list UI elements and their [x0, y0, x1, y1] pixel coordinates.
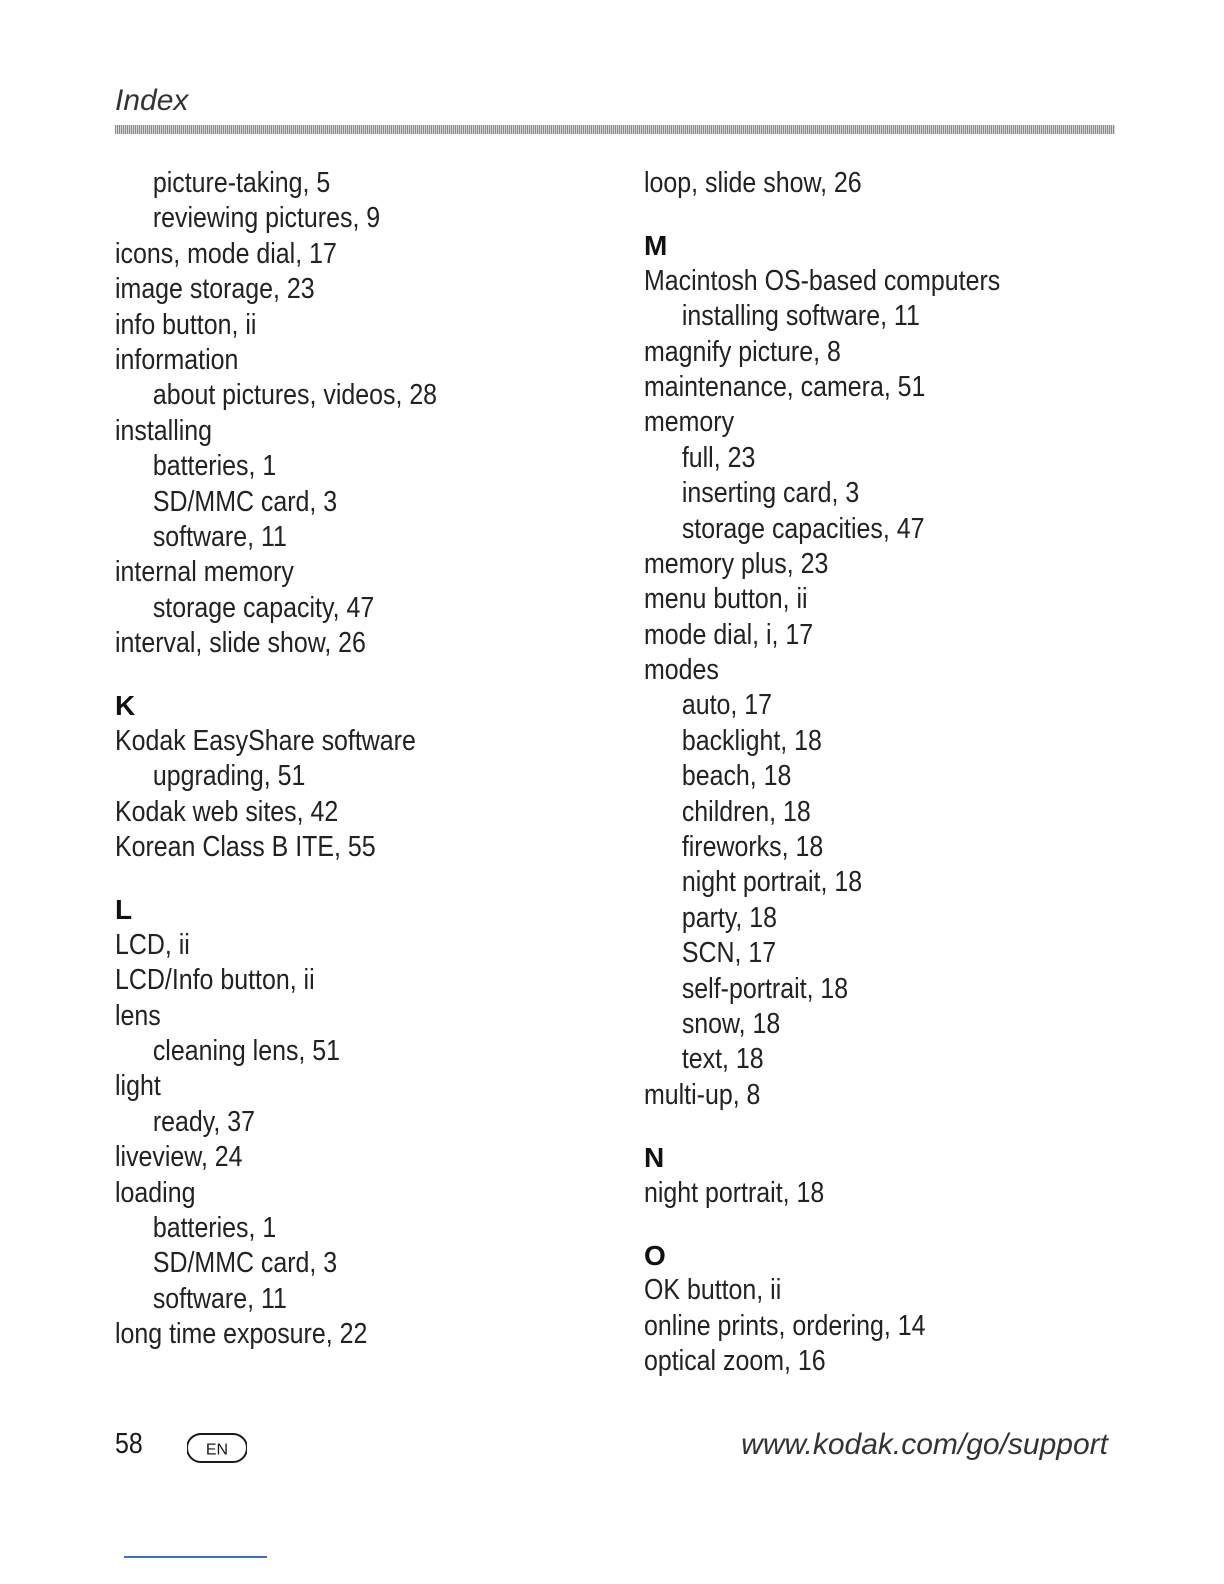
section-letter: O [644, 1239, 666, 1271]
section-gap [115, 661, 595, 688]
index-subentry: reviewing pictures, 9 [152, 202, 381, 235]
index-subentry: software, 11 [152, 520, 287, 553]
index-subentry: snow, 18 [681, 1007, 781, 1040]
index-entry: menu button, ii [644, 583, 808, 616]
section-gap [644, 201, 1124, 228]
index-subentry: SD/MMC card, 3 [152, 1247, 338, 1280]
index-entry: image storage, 23 [115, 273, 315, 306]
index-entry: loading [115, 1176, 196, 1209]
index-entry: OK button, ii [644, 1274, 782, 1307]
index-entry: optical zoom, 16 [644, 1345, 826, 1378]
index-entry: night portrait, 18 [644, 1176, 825, 1209]
index-subentry: inserting card, 3 [681, 477, 860, 510]
index-entry: memory plus, 23 [644, 547, 829, 580]
section-gap [644, 1113, 1124, 1140]
index-entry: information [115, 343, 239, 376]
index-entry: lens [115, 999, 161, 1032]
index-subentry: backlight, 18 [681, 724, 822, 757]
index-subentry: batteries, 1 [152, 1211, 277, 1244]
index-subentry: software, 11 [152, 1282, 287, 1315]
section-gap [644, 1211, 1124, 1238]
index-subentry: ready, 37 [152, 1105, 255, 1138]
index-subentry: upgrading, 51 [152, 760, 306, 793]
index-subentry: night portrait, 18 [681, 866, 863, 899]
index-entry: memory [644, 406, 735, 439]
index-entry: Kodak web sites, 42 [115, 795, 339, 828]
index-entry: Korean Class B ITE, 55 [115, 831, 376, 864]
page-title: Index [115, 84, 189, 117]
language-badge-icon [187, 1432, 247, 1464]
language-badge-label: EN [205, 1441, 229, 1459]
index-subentry: children, 18 [681, 795, 811, 828]
section-letter: M [644, 230, 668, 262]
index-subentry: self-portrait, 18 [681, 972, 849, 1005]
index-column-left [115, 166, 595, 1353]
index-subentry: picture-taking, 5 [152, 167, 331, 199]
index-column-right [644, 166, 1124, 1380]
index-entry: icons, mode dial, 17 [115, 237, 337, 270]
index-subentry: installing software, 11 [681, 300, 920, 333]
index-subentry: fireworks, 18 [681, 831, 824, 864]
index-entry: info button, ii [115, 308, 257, 341]
index-entry: interval, slide show, 26 [115, 627, 366, 660]
index-entry: Kodak EasyShare software [115, 724, 416, 757]
index-subentry: cleaning lens, 51 [152, 1034, 341, 1067]
index-subentry: storage capacity, 47 [152, 591, 375, 624]
section-letter: K [115, 690, 136, 722]
index-subentry: beach, 18 [681, 760, 792, 793]
index-subentry: text, 18 [681, 1043, 764, 1076]
bottom-rule [124, 1556, 267, 1558]
index-entry: multi-up, 8 [644, 1078, 761, 1111]
index-entry: Macintosh OS-based computers [644, 264, 1001, 297]
index-subentry: SCN, 17 [681, 937, 777, 970]
support-url: www.kodak.com/go/support [741, 1428, 1108, 1461]
section-letter: N [644, 1142, 665, 1174]
index-entry: mode dial, i, 17 [644, 618, 814, 651]
index-subentry: batteries, 1 [152, 450, 277, 483]
index-subentry: party, 18 [681, 901, 778, 934]
index-entry: installing [115, 414, 213, 447]
index-entry: internal memory [115, 556, 294, 589]
index-entry: modes [644, 654, 719, 687]
index-entry: maintenance, camera, 51 [644, 370, 926, 403]
index-entry: loop, slide show, 26 [644, 167, 862, 199]
index-entry: magnify picture, 8 [644, 335, 841, 368]
index-entry: liveview, 24 [115, 1141, 243, 1174]
index-entry: long time exposure, 22 [115, 1318, 368, 1351]
index-subentry: auto, 17 [681, 689, 772, 722]
section-letter: L [115, 894, 133, 926]
index-subentry: storage capacities, 47 [681, 512, 925, 545]
header-rule [115, 125, 1115, 134]
index-entry: LCD, ii [115, 928, 190, 961]
index-entry: LCD/Info button, ii [115, 964, 315, 997]
page-number: 58 [115, 1428, 143, 1460]
section-gap [115, 865, 595, 892]
index-subentry: SD/MMC card, 3 [152, 485, 338, 518]
index-subentry: about pictures, videos, 28 [152, 379, 438, 412]
index-entry: light [115, 1070, 161, 1103]
index-entry: online prints, ordering, 14 [644, 1309, 926, 1342]
index-subentry: full, 23 [681, 441, 756, 474]
